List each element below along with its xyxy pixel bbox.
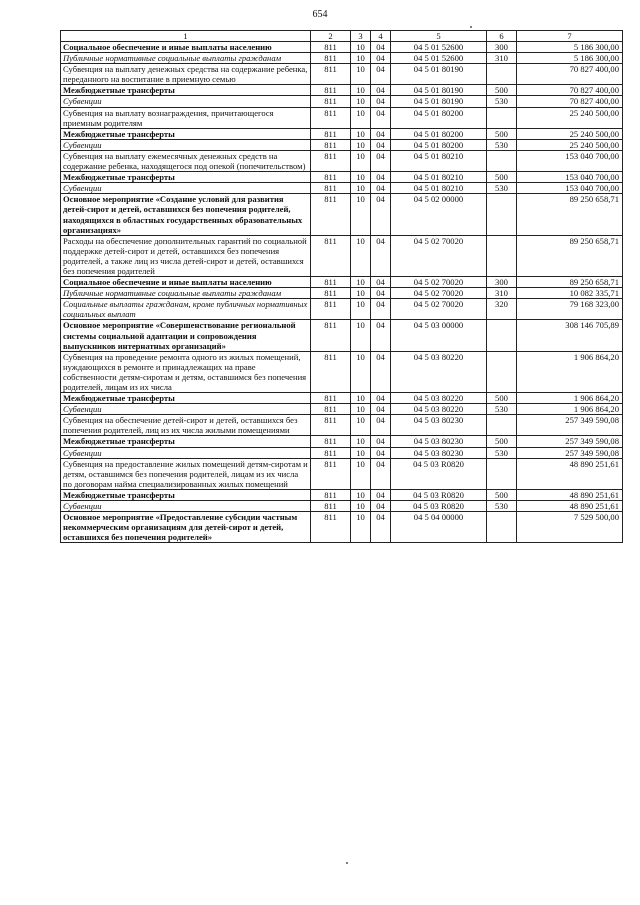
code-cell: 811 xyxy=(311,404,351,415)
amount-cell: 257 349 590,08 xyxy=(517,436,623,447)
name-cell: Межбюджетные трансферты xyxy=(61,489,311,500)
code-cell: 811 xyxy=(311,320,351,351)
name-cell: Субвенции xyxy=(61,404,311,415)
expense-type-cell xyxy=(487,64,517,85)
subsection-cell: 04 xyxy=(371,458,391,489)
amount-cell: 5 186 300,00 xyxy=(517,42,623,53)
code-cell: 811 xyxy=(311,42,351,53)
expense-type-cell: 500 xyxy=(487,172,517,183)
target-article-cell: 04 5 01 52600 xyxy=(391,53,487,64)
target-article-cell: 04 5 02 70020 xyxy=(391,235,487,276)
name-cell: Субвенция на выплату денежных средства на содержание ребенка, переданного на воспитание в приемную семью xyxy=(61,64,311,85)
target-article-cell: 04 5 01 80190 xyxy=(391,64,487,85)
table-row xyxy=(61,42,623,53)
header-cell-6: 6 xyxy=(487,31,517,42)
table-row xyxy=(61,288,623,299)
header-cell-1: 1 xyxy=(61,31,311,42)
expense-type-cell: 530 xyxy=(487,501,517,512)
subsection-cell: 04 xyxy=(371,415,391,436)
target-article-cell: 04 5 01 80200 xyxy=(391,139,487,150)
name-cell: Субвенции xyxy=(61,501,311,512)
amount-cell: 25 240 500,00 xyxy=(517,128,623,139)
code-cell: 811 xyxy=(311,512,351,543)
amount-cell: 153 040 700,00 xyxy=(517,150,623,171)
table-row xyxy=(61,235,623,276)
code-cell: 811 xyxy=(311,85,351,96)
code-cell: 811 xyxy=(311,277,351,288)
table-row xyxy=(61,194,623,235)
subsection-cell: 04 xyxy=(371,351,391,392)
header-cell-2: 2 xyxy=(311,31,351,42)
target-article-cell: 04 5 02 70020 xyxy=(391,277,487,288)
section-cell: 10 xyxy=(351,150,371,171)
target-article-cell: 04 5 03 00000 xyxy=(391,320,487,351)
table-row xyxy=(61,404,623,415)
budget-table xyxy=(60,30,623,543)
amount-cell: 48 890 251,61 xyxy=(517,501,623,512)
target-article-cell: 04 5 03 80230 xyxy=(391,447,487,458)
name-cell: Межбюджетные трансферты xyxy=(61,85,311,96)
amount-cell: 257 349 590,08 xyxy=(517,415,623,436)
target-article-cell: 04 5 02 70020 xyxy=(391,299,487,320)
expense-type-cell xyxy=(487,415,517,436)
subsection-cell: 04 xyxy=(371,96,391,107)
table-row xyxy=(61,447,623,458)
amount-cell: 89 250 658,71 xyxy=(517,277,623,288)
subsection-cell: 04 xyxy=(371,235,391,276)
target-article-cell: 04 5 02 00000 xyxy=(391,194,487,235)
expense-type-cell: 310 xyxy=(487,288,517,299)
code-cell: 811 xyxy=(311,489,351,500)
table-row xyxy=(61,436,623,447)
expense-type-cell: 500 xyxy=(487,436,517,447)
target-article-cell: 04 5 03 80220 xyxy=(391,404,487,415)
section-cell: 10 xyxy=(351,172,371,183)
amount-cell: 5 186 300,00 xyxy=(517,53,623,64)
target-article-cell: 04 5 03 80230 xyxy=(391,436,487,447)
amount-cell: 70 827 400,00 xyxy=(517,96,623,107)
section-cell: 10 xyxy=(351,194,371,235)
table-row xyxy=(61,172,623,183)
amount-cell: 89 250 658,71 xyxy=(517,235,623,276)
name-cell: Основное мероприятие «Создание условий для развития детей-сирот и детей, оставшихся без попечения родителей, находящихся в областных государственных образовательных организациях» xyxy=(61,194,311,235)
target-article-cell: 04 5 03 R0820 xyxy=(391,489,487,500)
expense-type-cell: 530 xyxy=(487,139,517,150)
code-cell: 811 xyxy=(311,415,351,436)
section-cell: 10 xyxy=(351,415,371,436)
section-cell: 10 xyxy=(351,85,371,96)
code-cell: 811 xyxy=(311,183,351,194)
amount-cell: 10 082 335,71 xyxy=(517,288,623,299)
name-cell: Публичные нормативные социальные выплаты гражданам xyxy=(61,53,311,64)
name-cell: Социальные выплаты гражданам, кроме публичных нормативных социальных выплат xyxy=(61,299,311,320)
table-row xyxy=(61,85,623,96)
amount-cell: 48 890 251,61 xyxy=(517,489,623,500)
subsection-cell: 04 xyxy=(371,393,391,404)
subsection-cell: 04 xyxy=(371,489,391,500)
table-row xyxy=(61,415,623,436)
code-cell: 811 xyxy=(311,351,351,392)
subsection-cell: 04 xyxy=(371,404,391,415)
name-cell: Социальное обеспечение и иные выплаты населению xyxy=(61,277,311,288)
name-cell: Межбюджетные трансферты xyxy=(61,128,311,139)
name-cell: Субвенция на проведение ремонта одного из жилых помещений, нуждающихся в ремонте и принадлежащих на праве собственности детям-сиротам и детям, оставшимся без попечения родителей, лицам из их числа xyxy=(61,351,311,392)
subsection-cell: 04 xyxy=(371,436,391,447)
target-article-cell: 04 5 03 80230 xyxy=(391,415,487,436)
expense-type-cell: 530 xyxy=(487,96,517,107)
amount-cell: 79 168 323,00 xyxy=(517,299,623,320)
table-row xyxy=(61,489,623,500)
table-row xyxy=(61,64,623,85)
table-row xyxy=(61,458,623,489)
amount-cell: 48 890 251,61 xyxy=(517,458,623,489)
section-cell: 10 xyxy=(351,351,371,392)
section-cell: 10 xyxy=(351,458,371,489)
table-row xyxy=(61,107,623,128)
scan-speck xyxy=(346,862,348,864)
table-row xyxy=(61,53,623,64)
expense-type-cell xyxy=(487,320,517,351)
name-cell: Основное мероприятие «Предоставление субсидии частным некоммерческим организациям для детей-сирот и детей, оставшихся без попечения родителей» xyxy=(61,512,311,543)
target-article-cell: 04 5 03 80220 xyxy=(391,393,487,404)
target-article-cell: 04 5 01 80190 xyxy=(391,96,487,107)
expense-type-cell: 500 xyxy=(487,489,517,500)
code-cell: 811 xyxy=(311,501,351,512)
section-cell: 10 xyxy=(351,501,371,512)
expense-type-cell xyxy=(487,458,517,489)
table-row xyxy=(61,393,623,404)
code-cell: 811 xyxy=(311,393,351,404)
amount-cell: 70 827 400,00 xyxy=(517,64,623,85)
code-cell: 811 xyxy=(311,139,351,150)
name-cell: Субвенции xyxy=(61,139,311,150)
subsection-cell: 04 xyxy=(371,128,391,139)
target-article-cell: 04 5 04 00000 xyxy=(391,512,487,543)
subsection-cell: 04 xyxy=(371,42,391,53)
header-row xyxy=(61,31,623,42)
expense-type-cell xyxy=(487,235,517,276)
target-article-cell: 04 5 03 R0820 xyxy=(391,501,487,512)
subsection-cell: 04 xyxy=(371,139,391,150)
expense-type-cell xyxy=(487,351,517,392)
expense-type-cell: 530 xyxy=(487,404,517,415)
table-row xyxy=(61,183,623,194)
code-cell: 811 xyxy=(311,64,351,85)
name-cell: Субвенция на выплату вознаграждения, причитающегося приемным родителям xyxy=(61,107,311,128)
table-row xyxy=(61,501,623,512)
target-article-cell: 04 5 01 80210 xyxy=(391,183,487,194)
subsection-cell: 04 xyxy=(371,150,391,171)
target-article-cell: 04 5 01 80200 xyxy=(391,107,487,128)
code-cell: 811 xyxy=(311,194,351,235)
table-row xyxy=(61,299,623,320)
target-article-cell: 04 5 01 80210 xyxy=(391,172,487,183)
subsection-cell: 04 xyxy=(371,172,391,183)
table-row xyxy=(61,320,623,351)
page-number: 654 xyxy=(312,9,328,20)
subsection-cell: 04 xyxy=(371,85,391,96)
subsection-cell: 04 xyxy=(371,194,391,235)
expense-type-cell xyxy=(487,194,517,235)
target-article-cell: 04 5 01 80190 xyxy=(391,85,487,96)
name-cell: Социальное обеспечение и иные выплаты населению xyxy=(61,42,311,53)
code-cell: 811 xyxy=(311,299,351,320)
name-cell: Субвенция на обеспечение детей-сирот и детей, оставшихся без попечения родителей, лиц из их числа жилыми помещениями xyxy=(61,415,311,436)
expense-type-cell: 320 xyxy=(487,299,517,320)
section-cell: 10 xyxy=(351,235,371,276)
section-cell: 10 xyxy=(351,64,371,85)
target-article-cell: 04 5 02 70020 xyxy=(391,288,487,299)
code-cell: 811 xyxy=(311,96,351,107)
expense-type-cell: 500 xyxy=(487,393,517,404)
amount-cell: 1 906 864,20 xyxy=(517,393,623,404)
code-cell: 811 xyxy=(311,288,351,299)
subsection-cell: 04 xyxy=(371,512,391,543)
amount-cell: 308 146 705,89 xyxy=(517,320,623,351)
header-cell-7: 7 xyxy=(517,31,623,42)
expense-type-cell: 300 xyxy=(487,42,517,53)
amount-cell: 25 240 500,00 xyxy=(517,107,623,128)
header-cell-5: 5 xyxy=(391,31,487,42)
section-cell: 10 xyxy=(351,183,371,194)
amount-cell: 70 827 400,00 xyxy=(517,85,623,96)
target-article-cell: 04 5 03 R0820 xyxy=(391,458,487,489)
scan-speck xyxy=(470,26,472,28)
name-cell: Межбюджетные трансферты xyxy=(61,393,311,404)
section-cell: 10 xyxy=(351,107,371,128)
target-article-cell: 04 5 01 52600 xyxy=(391,42,487,53)
name-cell: Субвенция на выплату ежемесячных денежных средств на содержание ребенка, находящегося под опекой (попечительством) xyxy=(61,150,311,171)
target-article-cell: 04 5 01 80210 xyxy=(391,150,487,171)
code-cell: 811 xyxy=(311,107,351,128)
table-row xyxy=(61,277,623,288)
amount-cell: 25 240 500,00 xyxy=(517,139,623,150)
expense-type-cell: 310 xyxy=(487,53,517,64)
subsection-cell: 04 xyxy=(371,501,391,512)
amount-cell: 1 906 864,20 xyxy=(517,404,623,415)
section-cell: 10 xyxy=(351,42,371,53)
expense-type-cell xyxy=(487,107,517,128)
section-cell: 10 xyxy=(351,53,371,64)
name-cell: Субвенции xyxy=(61,96,311,107)
subsection-cell: 04 xyxy=(371,277,391,288)
header-cell-4: 4 xyxy=(371,31,391,42)
subsection-cell: 04 xyxy=(371,288,391,299)
expense-type-cell: 500 xyxy=(487,85,517,96)
expense-type-cell: 530 xyxy=(487,447,517,458)
name-cell: Основное мероприятие «Совершенствование региональной системы социальной адаптации и сопровождения выпускников интернатных организаций» xyxy=(61,320,311,351)
code-cell: 811 xyxy=(311,128,351,139)
table-row xyxy=(61,139,623,150)
amount-cell: 153 040 700,00 xyxy=(517,172,623,183)
table-row xyxy=(61,512,623,543)
target-article-cell: 04 5 01 80200 xyxy=(391,128,487,139)
code-cell: 811 xyxy=(311,458,351,489)
subsection-cell: 04 xyxy=(371,299,391,320)
name-cell: Расходы на обеспечение дополнительных гарантий по социальной поддержке детей-сирот и детей, оставшихся без попечения родителей, а также лиц из числа детей-сирот и детей, оставшихся без попечения родителей xyxy=(61,235,311,276)
expense-type-cell xyxy=(487,512,517,543)
code-cell: 811 xyxy=(311,436,351,447)
table-row xyxy=(61,150,623,171)
code-cell: 811 xyxy=(311,235,351,276)
header-cell-3: 3 xyxy=(351,31,371,42)
name-cell: Субвенции xyxy=(61,447,311,458)
amount-cell: 89 250 658,71 xyxy=(517,194,623,235)
amount-cell: 1 906 864,20 xyxy=(517,351,623,392)
section-cell: 10 xyxy=(351,447,371,458)
amount-cell: 7 529 500,00 xyxy=(517,512,623,543)
section-cell: 10 xyxy=(351,299,371,320)
code-cell: 811 xyxy=(311,53,351,64)
expense-type-cell: 300 xyxy=(487,277,517,288)
code-cell: 811 xyxy=(311,172,351,183)
table-body xyxy=(61,42,623,543)
code-cell: 811 xyxy=(311,150,351,171)
section-cell: 10 xyxy=(351,320,371,351)
name-cell: Межбюджетные трансферты xyxy=(61,172,311,183)
name-cell: Субвенция на предоставление жилых помещений детям-сиротам и детям, оставшимся без попечения родителей, лицам из их числа по договорам найма специализированных жилых помещений xyxy=(61,458,311,489)
target-article-cell: 04 5 03 80220 xyxy=(391,351,487,392)
section-cell: 10 xyxy=(351,393,371,404)
section-cell: 10 xyxy=(351,489,371,500)
section-cell: 10 xyxy=(351,96,371,107)
name-cell: Межбюджетные трансферты xyxy=(61,436,311,447)
expense-type-cell: 500 xyxy=(487,128,517,139)
expense-type-cell xyxy=(487,150,517,171)
subsection-cell: 04 xyxy=(371,320,391,351)
code-cell: 811 xyxy=(311,447,351,458)
subsection-cell: 04 xyxy=(371,107,391,128)
section-cell: 10 xyxy=(351,436,371,447)
name-cell: Субвенции xyxy=(61,183,311,194)
name-cell: Публичные нормативные социальные выплаты гражданам xyxy=(61,288,311,299)
section-cell: 10 xyxy=(351,404,371,415)
expense-type-cell: 530 xyxy=(487,183,517,194)
section-cell: 10 xyxy=(351,512,371,543)
subsection-cell: 04 xyxy=(371,53,391,64)
section-cell: 10 xyxy=(351,139,371,150)
amount-cell: 153 040 700,00 xyxy=(517,183,623,194)
table-row xyxy=(61,351,623,392)
subsection-cell: 04 xyxy=(371,64,391,85)
section-cell: 10 xyxy=(351,277,371,288)
table-row xyxy=(61,128,623,139)
amount-cell: 257 349 590,08 xyxy=(517,447,623,458)
table-row xyxy=(61,96,623,107)
section-cell: 10 xyxy=(351,288,371,299)
section-cell: 10 xyxy=(351,128,371,139)
subsection-cell: 04 xyxy=(371,447,391,458)
subsection-cell: 04 xyxy=(371,183,391,194)
